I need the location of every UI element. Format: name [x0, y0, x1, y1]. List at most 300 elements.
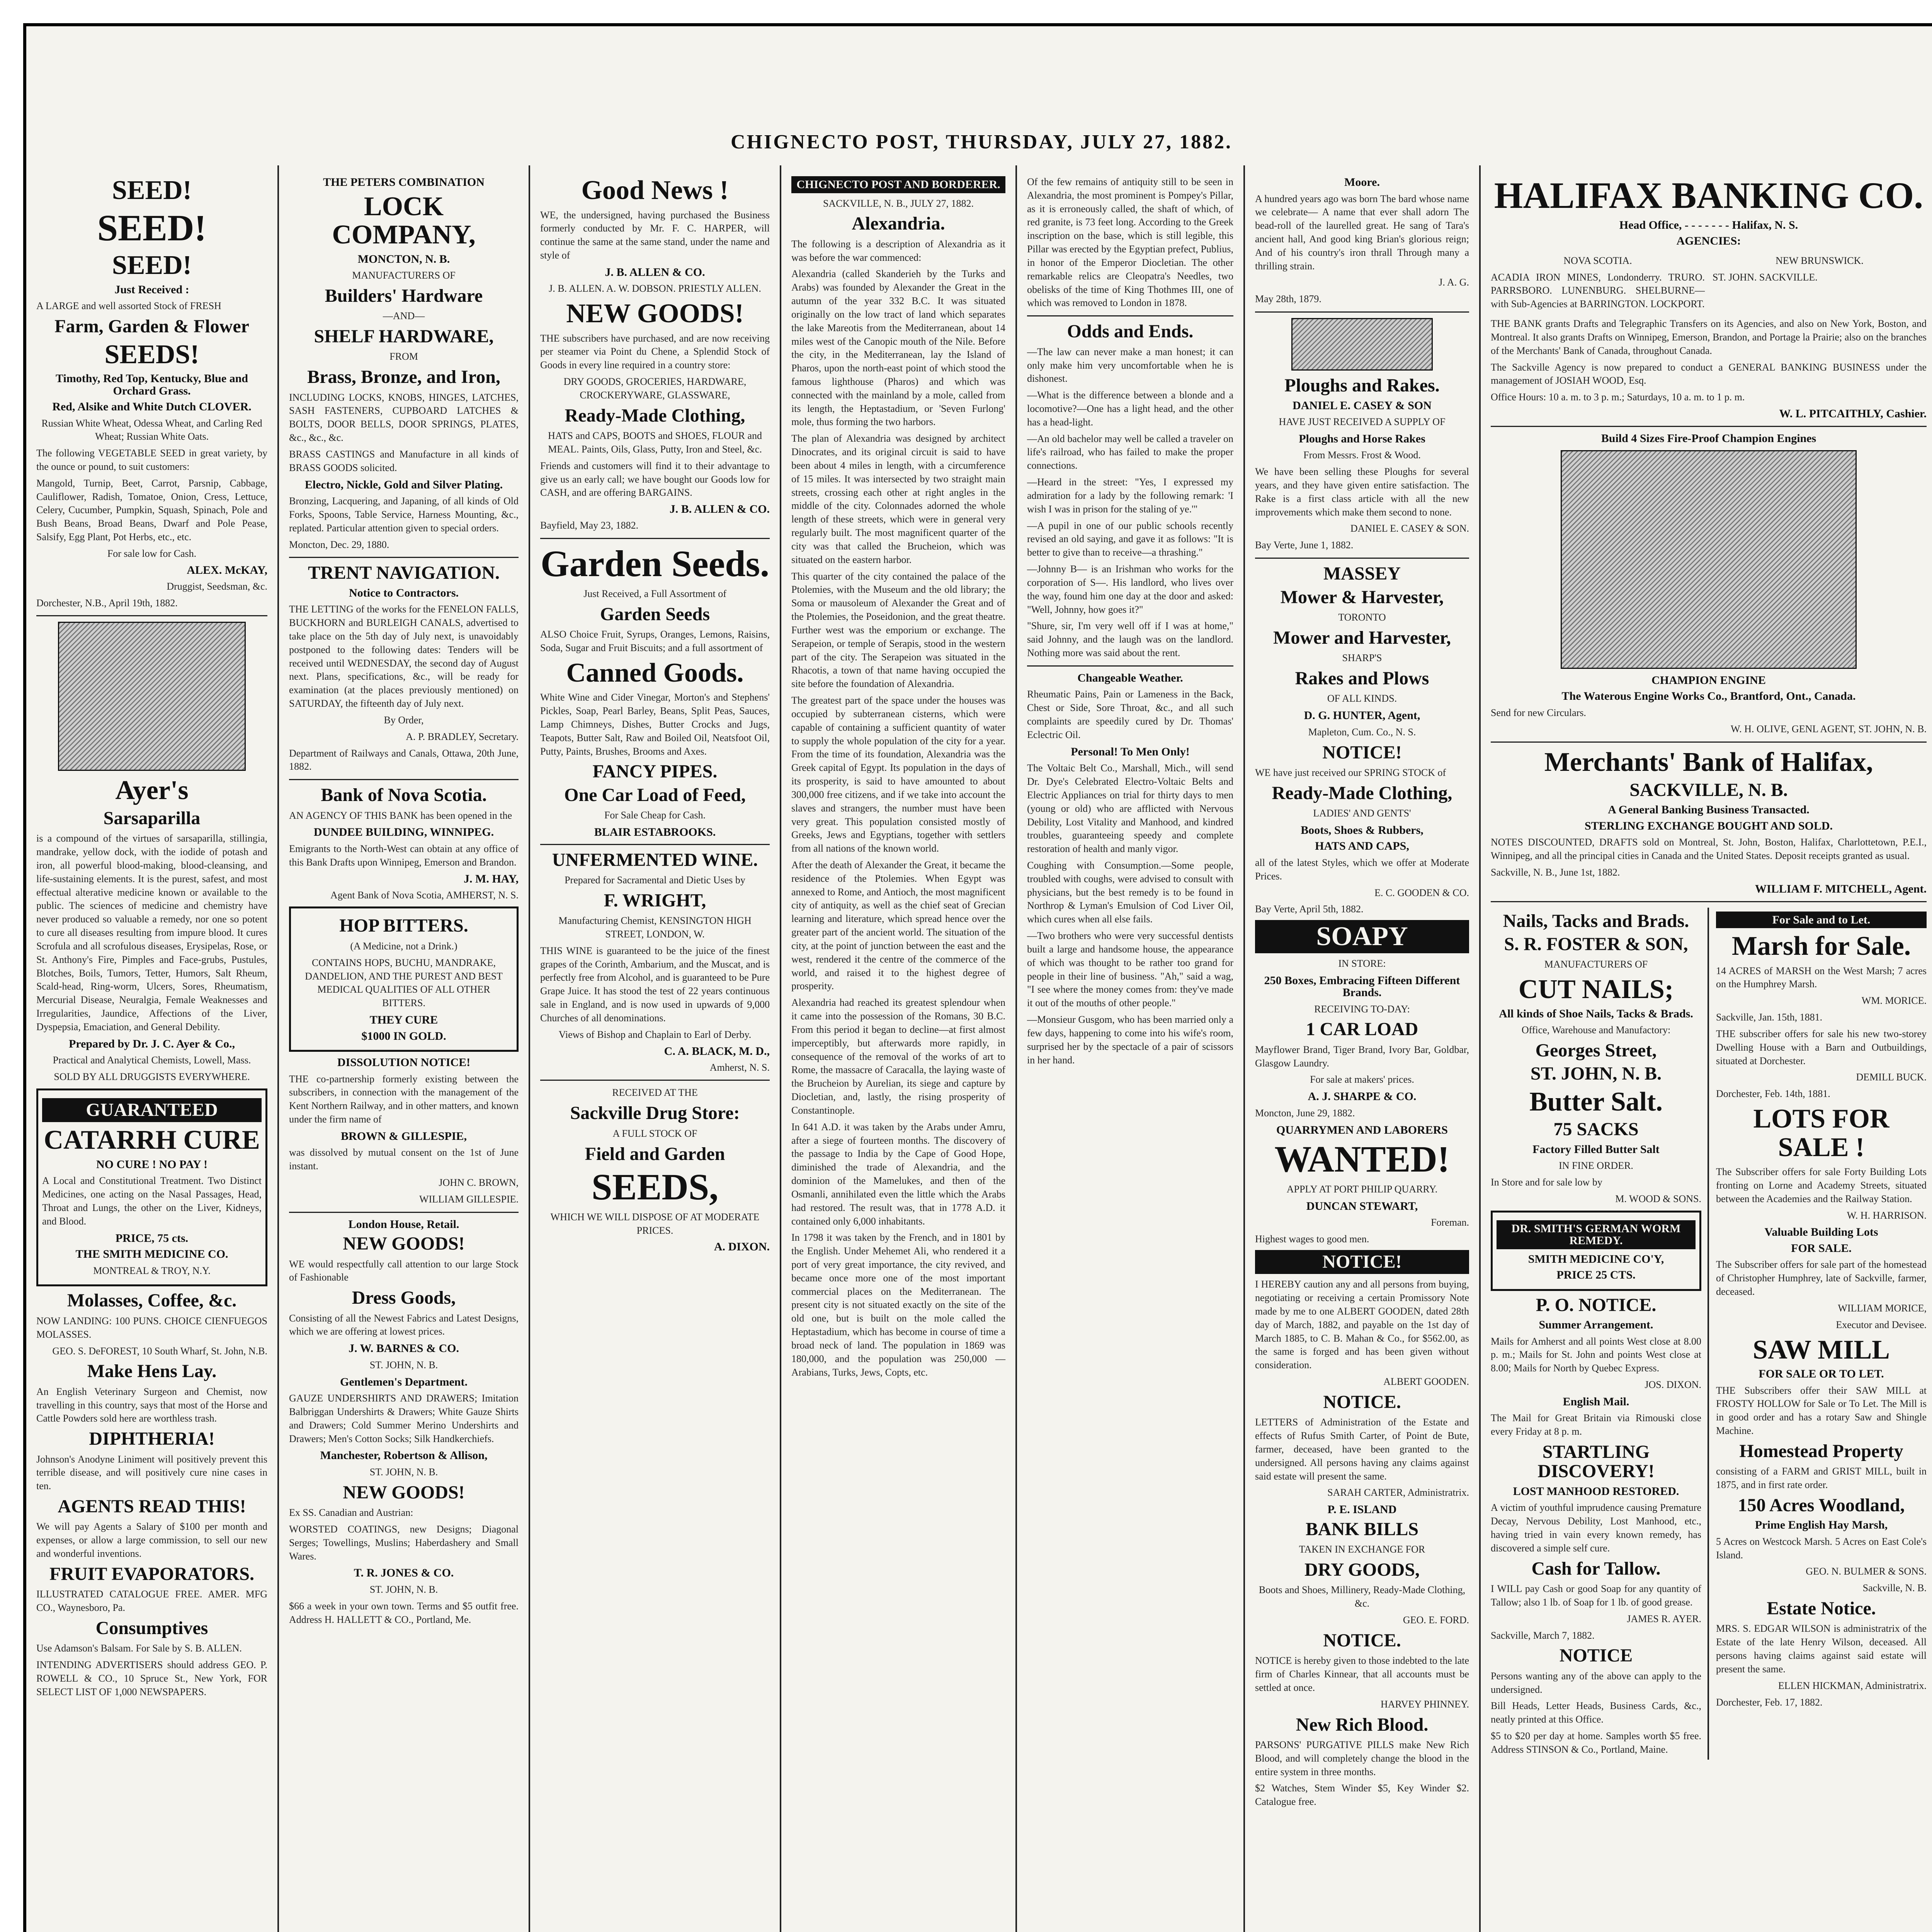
- article-text: Of the few remains of antiquity still to be seen in Alexandria, the most prominent is Pompey's Pillar, as it is erroneously called, the shaft of which, of red granite, is 73 feet long. According to the Greek inscription on the base, which is still legible, this Pillar was erected by the Egyptian prefect, Publius, in honor of the Emperor Diocletian. The other remarkable relics are Cleopatra's Needles, two obelisks of the time of King Thothmes III, one of which was removed to London in 1878.: [1027, 176, 1233, 309]
- divider: [1491, 742, 1927, 743]
- body-text: RECEIVING TO-DAY:: [1314, 1003, 1410, 1015]
- body-text: White Wine and Cider Vinegar, Morton's and Stephens' Pickles, Soap, Pearl Barley, Beans, Split Peas, Sauces, Lamp Chimneys, Dishes, Butter Crocks and Jugs, Teapots, Butter Salt, Raw and Boiled Oil, Neatsfoot Oil, Putty, Paints, Brushes, Brooms and Axes.: [540, 692, 770, 757]
- company-name: J. B. ALLEN & CO.: [605, 265, 705, 279]
- headline: MASSEY: [1323, 563, 1401, 584]
- body-text: Ex SS. Canadian and Austrian:: [289, 1507, 413, 1519]
- headline: Garden Seeds: [600, 604, 710, 624]
- headline: Nails, Tacks and Brads.: [1503, 910, 1689, 931]
- headline: Butter Salt.: [1529, 1087, 1663, 1117]
- headline: CATARRH CURE: [44, 1125, 260, 1155]
- headline: DRY GOODS,: [1304, 1560, 1420, 1580]
- headline: Bank of Nova Scotia.: [321, 785, 487, 806]
- body-text: BRASS CASTINGS and Manufacture in all kinds of BRASS GOODS solicited.: [289, 448, 519, 473]
- body-text: A Local and Constitutional Treatment. Two Distinct Medicines, one acting on the Nasal Passages, Head, Throat and Lungs, the other on the Liver, Kidneys, and Blood.: [42, 1175, 262, 1227]
- divider: [36, 615, 267, 616]
- dateline: Bayfield, May 23, 1882.: [540, 520, 639, 531]
- body-text: Amherst, N. S.: [709, 1061, 770, 1073]
- body-text: Johnson's Anodyne Liniment will positively prevent this terrible disease, and will positively cure nine cases in ten.: [36, 1453, 267, 1492]
- poem-text: A hundred years ago was born The bard whose name we celebrate— A name that ever shall adorn The bead-roll of the laurelled great. He sang of Tara's ancient hall, And good king Brian's glorious reign; And of his country's iron thrall Through many a thrilling strain.: [1255, 193, 1469, 272]
- column-5: [1017, 165, 1243, 1932]
- article-text: Rheumatic Pains, Pain or Lameness in the Back, Chest or Side, Sore Throat, &c., and all such complaints are speedily cured by Dr. Thomas' Eclectric Oil.: [1027, 689, 1233, 740]
- headline: S. R. FOSTER & SON,: [1504, 934, 1688, 954]
- body-text: Bronzing, Lacquering, and Japaning, of all kinds of Old Forks, Spoons, Table Service, Harness Mounting, &c., replated. Particular attention given to special orders.: [289, 495, 519, 534]
- body-text: Highest wages to good men.: [1255, 1233, 1369, 1245]
- article-text: "Shure, sir, I'm very well off if I was at home," said Johnny, and the laugh was on the landlord. Nothing more was said about the rent.: [1027, 620, 1233, 659]
- body-text: WE have just received our SPRING STOCK of: [1255, 767, 1446, 778]
- signature: ELLEN HICKMAN, Administratrix.: [1778, 1680, 1927, 1691]
- body-text: Send for new Circulars.: [1491, 707, 1586, 718]
- body-text: $66 a week in your own town. Terms and $5 outfit free. Address H. HALLETT & CO., Portland, Me.: [289, 1600, 519, 1625]
- divider: [1491, 901, 1927, 902]
- signature: GEO. N. BULMER & SONS.: [1806, 1566, 1927, 1577]
- body-text: THE subscribers have purchased, and are now receiving per steamer via Point du Chene, a Splendid Stock of Goods in every line required in a country store:: [540, 332, 770, 371]
- body-text: NOTICE is hereby given to those indebted to the late firm of Charles Kinnear, that all accounts must be settled at once.: [1255, 1655, 1469, 1693]
- subheading: Head Office, - - - - - - - Halifax, N. S.: [1619, 218, 1798, 231]
- body-text: The Sackville Agency is now prepared to conduct a GENERAL BANKING BUSINESS under the management of JOSIAH WOOD, Esq.: [1491, 361, 1927, 386]
- headline: Farm, Garden & Flower: [54, 316, 249, 337]
- agencies-list: [1491, 251, 1927, 314]
- headline: AGENTS READ THIS!: [58, 1496, 246, 1517]
- body-text: is a compound of the virtues of sarsaparilla, stillingia, mandrake, yellow dock, with the iodide of potash and iron, all powerful blood-making, blood-cleansing, and life-sustaining elements. It is the purest, safest, and most effectual alterative medicine known or available to the public. The sciences of medicine and chemistry have never produced so valuable a remedy, nor one so potent to cure all diseases resulting from impure blood. It cures Scrofula and all scrofulous diseases, Erysipelas, Rose, or St. Anthony's Fire, Pimples and Face-grubs, Pustules, Blotches, Boils, Tumors, Tetter, Humors, Salt Rheum, Scald-head, Ring-worm, Ulcers, Sores, Rheumatism, Mercurial Disease, Neuralgia, Female Weaknesses and Irregularities, Jaundice, Affections of the Liver, Dyspepsia, Emaciation, and General Debility.: [36, 833, 267, 1032]
- headline: GUARANTEED: [42, 1098, 262, 1122]
- signature: WILLIAM MORICE,: [1838, 1302, 1927, 1314]
- company-name: SMITH MEDICINE CO'Y,: [1528, 1252, 1664, 1265]
- body-text: Office Hours: 10 a. m. to 3 p. m.; Saturdays, 10 a. m. to 1 p. m.: [1491, 391, 1745, 403]
- company-name: T. R. JONES & CO.: [354, 1566, 454, 1580]
- body-text: NOTES DISCOUNTED, DRAFTS sold on Montreal, St. John, Boston, Halifax, Charlottetown, P.E.I., Winnipeg, and all the principal cities in Canada and the United States. Deposit receipts granted as usual.: [1491, 837, 1927, 861]
- body-text: THE BANK grants Drafts and Telegraphic Transfers on its Agencies, and also on New York, Boston, and Montreal. It also grants Drafts on Winnipeg, Emerson, Brandon, and Portage la Prairie; also on the branches of the Merchants' Bank of Canada, throughout Canada.: [1491, 318, 1927, 356]
- headline: TRENT NAVIGATION.: [308, 563, 500, 583]
- body-text: Friends and customers will find it to their advantage to give us an early call; we have bought our Goods low for CASH, and are offering BARGAINS.: [540, 460, 770, 498]
- body-text: all of the latest Styles, which we offer at Moderate Prices.: [1255, 857, 1469, 882]
- headline: Garden Seeds.: [540, 543, 770, 585]
- body-text: Boots and Shoes, Millinery, Ready-Made Clothing, &c.: [1259, 1584, 1466, 1609]
- subheading: BROWN & GILLESPIE,: [341, 1129, 467, 1143]
- headline: New Rich Blood.: [1296, 1714, 1429, 1735]
- headline: One Car Load of Feed,: [564, 784, 746, 805]
- catarrh-cure-ad: [36, 1088, 267, 1287]
- column-3: [530, 165, 780, 1932]
- body-text: Agent Bank of Nova Scotia, AMHERST, N. S.: [330, 889, 519, 901]
- body-text: APPLY AT PORT PHILIP QUARRY.: [1286, 1183, 1438, 1195]
- headline: Changeable Weather.: [1077, 671, 1183, 684]
- article-text: —Johnny B— is an Irishman who works for the corporation of S—. His landlord, who lives over the way, found him one day at the door and asked: "Well, Johnny, how goes it?": [1027, 563, 1233, 615]
- headline: Georges Street,: [1535, 1040, 1657, 1061]
- article-text: This quarter of the city contained the palace of the Ptolemies, with the Museum and the old library; the Soma or mausoleum of Alexander the Great and of the Ptolemies, the Poseidonion, and the great theatre. Further west was the emporium or exchange. The Serapeion, or temple of Serapis, stood in the western part of the city. The Serapeion was situated in the Rhacotis, a town of that name having occupied the site before the foundation of Alexandria.: [791, 570, 1005, 690]
- headline: Mower and Harvester,: [1273, 627, 1451, 648]
- headline: Good News !: [581, 175, 729, 205]
- column-1: [26, 165, 277, 1932]
- body-text: Sackville, N. B.: [1862, 1582, 1927, 1594]
- body-text: (A Medicine, not a Drink.): [350, 940, 457, 952]
- body-text: Bill Heads, Letter Heads, Business Cards, &c., neatly printed at this Office.: [1491, 1700, 1701, 1725]
- subheading: SACKVILLE, N. B.: [1629, 779, 1788, 800]
- headline: SEED!: [112, 250, 192, 281]
- body-text: SHARP'S: [1342, 652, 1382, 664]
- headline: NOTICE!: [1255, 1250, 1469, 1274]
- body-text: THE co-partnership formerly existing between the subscribers, in connection with the management of the Kent Northern Railway, and in other matters, and known under the firm name of: [289, 1073, 519, 1125]
- dateline: Sackville, Jan. 15th, 1881.: [1716, 1012, 1823, 1023]
- signature: SARAH CARTER, Administratrix.: [1327, 1487, 1469, 1498]
- subheading: Red, Alsike and White Dutch CLOVER.: [52, 400, 252, 413]
- company-name: J. W. BARNES & CO.: [349, 1342, 459, 1355]
- body-text: LADIES' AND GENTS': [1313, 808, 1411, 819]
- subheading: Valuable Building Lots: [1764, 1226, 1878, 1239]
- body-text: ACADIA IRON MINES, Londonderry. TRURO. PARRSBORO. LUNENBURG. SHELBURNE—with Sub-Agencies at BARRINGTON. LOCKPORT.: [1491, 271, 1705, 310]
- body-text: Mapleton, Cum. Co., N. S.: [1308, 726, 1416, 738]
- subheading: THEY CURE: [369, 1014, 438, 1026]
- masthead: CHIGNECTO POST, THURSDAY, JULY 27, 1882.: [730, 131, 1233, 153]
- headline: Brass, Bronze, and Iron,: [307, 367, 500, 388]
- body-text: In Store and for sale low by: [1491, 1177, 1602, 1188]
- body-text: The Subscriber offers for sale part of the homestead of Christopher Humphrey, late of Sackville, farmer, deceased.: [1716, 1259, 1927, 1298]
- divider: [1255, 558, 1469, 559]
- headline: Cash for Tallow.: [1531, 1558, 1661, 1579]
- divider: [289, 779, 519, 780]
- headline: SOAPY: [1255, 920, 1469, 953]
- signature: JOHN C. BROWN,: [439, 1177, 519, 1188]
- column-7: [1491, 908, 1709, 1760]
- dateline: Moncton, June 29, 1882.: [1255, 1107, 1355, 1119]
- body-text: PARSONS' PURGATIVE PILLS make New Rich Blood, and will completely change the blood in the entire system in three months.: [1255, 1739, 1469, 1777]
- body-text: CONTAINS HOPS, BUCHU, MANDRAKE, DANDELION, AND THE PUREST AND BEST MEDICAL QUALITIES OF ALL OTHER BITTERS.: [305, 957, 503, 1009]
- body-text: 5 Acres on Westcock Marsh. 5 Acres on East Cole's Island.: [1716, 1536, 1927, 1561]
- body-text: LETTERS of Administration of the Estate and effects of Rufus Smith Carter, of Point de Bute, farmer, deceased, have been granted to the undersigned. All persons having any claims against said estate will present the same.: [1255, 1417, 1469, 1482]
- body-text: IN STORE:: [1338, 957, 1386, 969]
- article-text: —An old bachelor may well be called a traveler on life's railroad, who has failed to make the proper connections.: [1027, 433, 1233, 471]
- article-text: Alexandria (called Skanderieh by the Turks and Arabs) was founded by Alexander the Great in the autumn of the year 332 B.C. It was situated originally on the low tract of land which separates the lake Mareotis from the Mediterranean, about 14 miles west of the Canopic mouth of the Nile. Before the city, in the Mediterranean, lay the Island of Pharos, upon the north-east point of which stood the famous lighthouse (Pharos) and which was connected with the mainland by a mole, called from its length, the Heptastadium, or 'Seven Furlong' mole, thus forming the two harbors.: [791, 268, 1005, 428]
- dateline: Sackville, March 7, 1882.: [1491, 1629, 1595, 1641]
- body-text: Mayflower Brand, Tiger Brand, Ivory Bar, Goldbar, Glasgow Laundry.: [1255, 1044, 1469, 1069]
- headline: SEEDS!: [104, 339, 199, 369]
- body-text: We will pay Agents a Salary of $100 per month and expenses, or allow a large commission, to sell our new and wonderful inventions.: [36, 1521, 267, 1560]
- article-text: In 641 A.D. it was taken by the Arabs under Amru, after a siege of fourteen months. The discovery of the passage to India by the Cape of Good Hope, diminished the trade of Alexandria, and the dominion of the Mamelukes, and then of the Osmanli, annihilated even the little which the Arabs had restored. The result was, that in 1778 A.D. it contained only 6,000 inhabitants.: [791, 1121, 1005, 1227]
- headline: Homestead Property: [1739, 1440, 1903, 1461]
- body-text: WORSTED COATINGS, new Designs; Diagonal Serges; Towellings, Muslins; Haberdashery and Small Wares.: [289, 1523, 519, 1562]
- headline: For Sale and to Let.: [1716, 912, 1927, 929]
- subheading: CHAMPION ENGINE: [1651, 673, 1766, 687]
- signature: WILLIAM GILLESPIE.: [419, 1193, 519, 1205]
- body-text: Office, Warehouse and Manufactory:: [1521, 1024, 1671, 1036]
- signature: J. B. ALLEN & CO.: [669, 503, 770, 516]
- body-text: I HEREBY caution any and all persons from buying, negotiating or receiving a certain Promissory Note made by me to one ALBERT GOODEN, dated 28th day of March, 1882, and payable on the 1st day of March 1885, to C. B. Mahan & Co., for $562.00, as the same is forged and has been given without consideration.: [1255, 1279, 1469, 1371]
- subheading: Ploughs and Horse Rakes: [1299, 432, 1425, 445]
- subheading: QUARRYMEN AND LABORERS: [1276, 1123, 1448, 1136]
- body-text: Use Adamson's Balsam. For Sale by S. B. ALLEN.: [36, 1643, 242, 1654]
- article-text: —Two brothers who were very successful dentists built a large and handsome house, the appearance of which was thought to be rather too grand for people in their line of business. "Ah," said a wag, "I see where the money comes from: they've made it out of the mouths of other people.": [1027, 930, 1233, 1009]
- body-text: ILLUSTRATED CATALOGUE FREE. AMER. MFG CO., Waynesboro, Pa.: [36, 1588, 267, 1614]
- divider: [1027, 665, 1233, 667]
- subheading: FOR SALE OR TO LET.: [1759, 1367, 1884, 1381]
- signature: W. H. HARRISON.: [1847, 1209, 1927, 1221]
- body-text: MRS. S. EDGAR WILSON is administratrix of the Estate of the late Henry Wilson, deceased. All persons having claims against said estate will present the same.: [1716, 1623, 1927, 1675]
- signature: D. G. HUNTER, Agent,: [1304, 709, 1420, 722]
- signature: C. A. BLACK, M. D.,: [664, 1044, 770, 1058]
- ayers-sarsaparilla-illustration: [58, 622, 246, 771]
- price: PRICE, 75 cts.: [115, 1231, 189, 1245]
- hop-bitters-ad: [289, 906, 519, 1052]
- signature: DEMILL BUCK.: [1856, 1071, 1927, 1083]
- subheading: DUNDEE BUILDING, WINNIPEG.: [313, 826, 494, 839]
- dateline: Moncton, Dec. 29, 1880.: [289, 539, 389, 550]
- signature: DANIEL E. CASEY & SON.: [1350, 523, 1469, 534]
- subheading: Factory Filled Butter Salt: [1532, 1143, 1660, 1156]
- headline: Sackville Drug Store:: [570, 1103, 740, 1124]
- signature: HARVEY PHINNEY.: [1380, 1698, 1469, 1710]
- body-text: NOW LANDING: 100 PUNS. CHOICE CIENFUEGOS MOLASSES.: [36, 1315, 267, 1340]
- champion-engine-illustration: [1561, 450, 1857, 669]
- body-text: For Sale Cheap for Cash.: [604, 810, 706, 821]
- dateline: May 28th, 1879.: [1255, 293, 1321, 305]
- headline: Ayer's: [115, 776, 189, 806]
- company-name: BLAIR ESTABROOKS.: [594, 826, 716, 839]
- agencies-new-brunswick: [1713, 251, 1927, 314]
- headline: UNFERMENTED WINE.: [552, 849, 758, 870]
- body-text: INCLUDING LOCKS, KNOBS, HINGES, LATCHES, SASH FASTENERS, CUPBOARD LATCHES & BOLTS, DOOR BELLS, DOOR SPRINGS, PLATES, &c., &c., &c.: [289, 391, 519, 444]
- body-text: Practical and Analytical Chemists, Lowell, Mass.: [53, 1054, 251, 1066]
- signature: M. WOOD & SONS.: [1615, 1193, 1701, 1204]
- agencies-nova-scotia: [1491, 251, 1705, 314]
- body-text: 14 ACRES of MARSH on the West Marsh; 7 acres on the Humphrey Marsh.: [1716, 965, 1927, 990]
- signature: GEO. E. FORD.: [1403, 1614, 1469, 1626]
- body-text: IN FINE ORDER.: [1559, 1160, 1633, 1172]
- body-text: The following VEGETABLE SEED in great variety, by the ounce or pound, to suit customers:: [36, 447, 267, 472]
- subheading: THE PETERS COMBINATION: [323, 176, 485, 189]
- headline: NOTICE: [1559, 1645, 1633, 1666]
- headline: Marsh for Sale.: [1731, 931, 1911, 961]
- article-text: The following is a description of Alexandria as it was before the war commenced:: [791, 238, 1005, 263]
- body-text: Foreman.: [1431, 1217, 1469, 1228]
- body-text: By Order,: [384, 714, 424, 726]
- body-text: consisting of a FARM and GRIST MILL, built in 1875, and in first rate order.: [1716, 1466, 1927, 1491]
- signature: W. H. OLIVE, GENL AGENT, ST. JOHN, N. B.: [1731, 723, 1927, 735]
- subheading: Boots, Shoes & Rubbers,: [1301, 823, 1423, 837]
- headline: DR. SMITH'S GERMAN WORM REMEDY.: [1497, 1220, 1696, 1249]
- body-text: NOVA SCOTIA.: [1563, 255, 1632, 266]
- body-text: The Mail for Great Britain via Rimouski close every Friday at 8 p. m.: [1491, 1412, 1701, 1437]
- subheading: Summer Arrangement.: [1539, 1318, 1653, 1332]
- article-text: —The law can never make a man honest; it can only make him very uncomfortable when he is dishonest.: [1027, 346, 1233, 384]
- body-text: ST. JOHN, N. B.: [369, 1359, 438, 1371]
- subheading: Just Received :: [114, 283, 189, 296]
- subheading: Prime English Hay Marsh,: [1755, 1519, 1888, 1532]
- article-text: The plan of Alexandria was designed by architect Dinocrates, and its original circuit is said to have been about 4 miles in length, with a circumference of 15 miles. It was intersected by two straight main streets, crossing each other at right angles in the middle of the city. Colonnades adorned the whole length of these streets, which were in general very regularly built. The most magnificent quarter of the city was that called the Brucheion, which was situated on the eastern harbor.: [791, 433, 1005, 565]
- body-text: MANUFACTURERS OF: [352, 270, 456, 281]
- subheading: A General Banking Business Transacted.: [1608, 803, 1810, 816]
- headline: Personal! To Men Only!: [1071, 745, 1190, 758]
- signature: DUNCAN STEWART,: [1306, 1199, 1418, 1213]
- dateline: Dorchester, Feb. 17, 1882.: [1716, 1696, 1823, 1708]
- headline: NOTICE.: [1323, 1391, 1401, 1412]
- subheading: English Mail.: [1563, 1395, 1629, 1408]
- headline: STARTLING DISCOVERY!: [1537, 1442, 1655, 1482]
- body-text: WHICH WE WILL DISPOSE OF AT MODERATE PRICES.: [550, 1211, 760, 1236]
- headline: Odds and Ends.: [1067, 321, 1194, 342]
- dateline: Sackville, N. B., June 1st, 1882.: [1491, 866, 1620, 878]
- headline: Field and Garden: [585, 1143, 725, 1164]
- divider: [1491, 426, 1927, 427]
- company-name: DANIEL E. CASEY & SON: [1293, 399, 1432, 412]
- article-text: —What is the difference between a blonde and a locomotive?—One has a light head, and the other has a head-light.: [1027, 389, 1233, 428]
- headline: Rakes and Plows: [1295, 668, 1429, 689]
- subheading: Notice to Contractors.: [349, 586, 459, 599]
- body-text: ST. JOHN, N. B.: [369, 1466, 438, 1478]
- divider: [289, 1212, 519, 1213]
- body-text: MANUFACTURERS OF: [1544, 959, 1648, 970]
- body-text: OF ALL KINDS.: [1327, 693, 1397, 704]
- subheading: HATS AND CAPS,: [1315, 840, 1409, 853]
- signature: W. L. PITCAITHLY, Cashier.: [1779, 407, 1927, 420]
- body-text: Persons wanting any of the above can apply to the undersigned.: [1491, 1670, 1701, 1695]
- signature: JAMES R. AYER.: [1627, 1613, 1701, 1624]
- subheading: Build 4 Sizes Fire-Proof Champion Engines: [1601, 432, 1816, 445]
- subheading: AGENCIES:: [1676, 235, 1741, 248]
- body-text: Executor and Devisee.: [1836, 1319, 1927, 1330]
- divider: [1027, 315, 1233, 316]
- newspaper-page: [23, 23, 1932, 1932]
- column-7-top: [1481, 165, 1932, 1932]
- body-text: A victim of youthful imprudence causing Premature Decay, Nervous Debility, Lost Manhood, etc., having tried in vain every known remedy, has discovered a simple self cure.: [1491, 1502, 1701, 1554]
- article-text: The greatest part of the space under the houses was occupied by subterranean cisterns, which were capable of containing a sufficient quantity of water to supply the whole population of the city for a year. From the time of its foundation, Alexandria was the Greek capital of Egypt. Its population in the days of its prosperity, is said to have amounted to about 300,000 free citizens, and if we take into account the slaves and strangers, the number must have been very great. This population consisted mostly of Greeks, Jews and Egyptians, together with settlers from all nations of the known world.: [791, 695, 1005, 854]
- headline: SEEDS,: [591, 1166, 719, 1208]
- body-text: WE would respectfully call attention to our large Stock of Fashionable: [289, 1258, 519, 1283]
- subheading: FOR SALE.: [1791, 1242, 1852, 1255]
- subheading: 75 SACKS: [1553, 1119, 1639, 1140]
- body-text: Mangold, Turnip, Beet, Carrot, Parsnip, Cabbage, Cauliflower, Radish, Tomatoe, Onion, Cress, Lettuce, Celery, Cucumber, Pumpkin, Squash, Spinach, Pole and Bush Beans, Broad Beans, Dwarf and Pole Pease, Salsify, Egg Plant, Pot Herbs, etc., etc.: [36, 477, 267, 543]
- body-text: A FULL STOCK OF: [612, 1128, 697, 1139]
- body-text: was dissolved by mutual consent on the 1st of June instant.: [289, 1147, 519, 1172]
- body-text: Mails for Amherst and all points West close at 8.00 p. m.; Mails for St. John and points West close at 8.00; Mails for North by Quebec Express.: [1491, 1335, 1701, 1374]
- headline: NEW GOODS!: [566, 299, 744, 329]
- body-text: Druggist, Seedsman, &c.: [167, 580, 267, 592]
- headline: NOTICE.: [1323, 1630, 1401, 1651]
- dateline: Dorchester, N.B., April 19th, 1882.: [36, 597, 178, 609]
- headline: LOCK COMPANY,: [332, 191, 476, 250]
- headline: Canned Goods.: [566, 658, 744, 688]
- headline: London House, Retail.: [348, 1218, 459, 1231]
- body-text: For sale at makers' prices.: [1310, 1074, 1414, 1085]
- plough-illustration: [1291, 318, 1433, 371]
- headline: CUT NAILS;: [1518, 975, 1674, 1005]
- headline: NEW GOODS!: [343, 1482, 465, 1503]
- divider: [540, 538, 770, 539]
- worm-remedy-ad: [1491, 1211, 1701, 1291]
- subheading: LOST MANHOOD RESTORED.: [1513, 1485, 1679, 1498]
- signature: ALBERT GOODEN.: [1383, 1376, 1469, 1388]
- article-text: The Voltaic Belt Co., Marshall, Mich., will send Dr. Dye's Celebrated Electro-Voltaic Belts and Electric Appliances on trial for thirty days to men (young or old) who are afflicted with Nervous Debility, Lost Vitality and Manhood, and kindred troubles, guaranteeing speedy and complete restoration of health and manly vigor.: [1027, 762, 1233, 855]
- headline: BANK BILLS: [1305, 1519, 1419, 1539]
- column-2: [279, 165, 529, 1932]
- dateline: Bay Verte, June 1, 1882.: [1255, 539, 1354, 551]
- masthead-inner: CHIGNECTO POST AND BORDERER.: [791, 176, 1005, 193]
- body-text: ST. JOHN. SACKVILLE.: [1713, 271, 1818, 283]
- body-text: —AND—: [383, 310, 425, 322]
- body-text: From Messrs. Frost & Wood.: [1303, 449, 1421, 461]
- divider: [540, 844, 770, 845]
- headline: P. O. NOTICE.: [1536, 1294, 1656, 1315]
- headline: WANTED!: [1274, 1138, 1450, 1180]
- subheading: MONCTON, N. B.: [357, 252, 450, 265]
- signature: ALEX. McKAY,: [187, 563, 267, 577]
- body-text: ST. JOHN, N. B.: [369, 1583, 438, 1595]
- headline: ST. JOHN, N. B.: [1530, 1063, 1662, 1084]
- article-text: —A pupil in one of our public schools recently revised an old saying, and gave it as follows: "It is better to give than to receive—a thrashing.": [1027, 520, 1233, 558]
- price: PRICE 25 CTS.: [1556, 1269, 1636, 1282]
- headline: DISSOLUTION NOTICE!: [337, 1056, 471, 1069]
- body-text: FROM: [389, 351, 418, 362]
- body-text: J. B. ALLEN. A. W. DOBSON. PRIESTLY ALLEN.: [549, 283, 761, 294]
- headline: Builders' Hardware: [325, 285, 483, 306]
- signature: J. M. HAY,: [464, 872, 519, 885]
- subheading: 250 Boxes, Embracing Fifteen Different Brands.: [1264, 974, 1460, 999]
- divider: [289, 557, 519, 558]
- body-text: I WILL pay Cash or good Soap for any quantity of Tallow; also 1 lb. of Soap for 1 lb. of good grease.: [1491, 1583, 1701, 1608]
- body-text: We have been selling these Ploughs for several years, and they have given entire satisfaction. The Rake is a first class article with all the new improvements which make them second to none.: [1255, 466, 1469, 518]
- company-name: A. J. SHARPE & CO.: [1308, 1090, 1417, 1103]
- signature: A. P. BRADLEY, Secretary.: [406, 731, 519, 742]
- subheading: NO CURE ! NO PAY !: [96, 1158, 208, 1171]
- signature: JOS. DIXON.: [1645, 1379, 1701, 1391]
- body-text: RECEIVED AT THE: [612, 1087, 698, 1099]
- subheading: STERLING EXCHANGE BOUGHT AND SOLD.: [1584, 819, 1833, 832]
- company-name: THE SMITH MEDICINE CO.: [75, 1248, 228, 1261]
- body-text: SOLD BY ALL DRUGGISTS EVERYWHERE.: [54, 1071, 250, 1083]
- column-8: [1716, 908, 1927, 1760]
- subheading: All kinds of Shoe Nails, Tacks & Brads.: [1499, 1007, 1693, 1020]
- body-text: THE LETTING of the works for the FENELON FALLS, BUCKHORN and BURLEIGH CANALS, advertised to take place on the 5th day of July next, is unavoidably postponed to the following dates: Tenders will be received until WEDNESDAY, the second day of August next. Plans, specifications, &c., will be ready for examination (at the places previously mentioned) on SATURDAY, the fifteenth day of July next.: [289, 604, 519, 709]
- column-6: [1245, 165, 1479, 1932]
- headline: Ready-Made Clothing,: [1272, 782, 1452, 803]
- headline: Make Hens Lay.: [87, 1361, 217, 1382]
- headline: Alexandria.: [852, 213, 945, 234]
- headline: SHELF HARDWARE,: [314, 326, 494, 347]
- headline: Ready-Made Clothing,: [565, 405, 745, 426]
- headline: SEED!: [97, 207, 207, 248]
- body-text: ALSO Choice Fruit, Syrups, Oranges, Lemons, Raisins, Soda, Sugar and Fruit Biscuits; and a full assortment of: [540, 629, 770, 653]
- headline: HALIFAX BANKING CO.: [1494, 175, 1923, 216]
- body-text: Prepared for Sacramental and Dietic Uses by: [565, 874, 745, 886]
- headline: Molasses, Coffee, &c.: [67, 1290, 237, 1311]
- headline: Ploughs and Rakes.: [1284, 375, 1440, 396]
- body-text: Russian White Wheat, Odessa Wheat, and Carling Red Wheat; Russian White Oats.: [41, 417, 262, 442]
- headline: NOTICE!: [1322, 742, 1402, 763]
- signature: GEO. S. DeFOREST, 10 South Wharf, St. John, N.B.: [52, 1345, 267, 1357]
- headline: 1 CAR LOAD: [1306, 1019, 1418, 1040]
- headline: DIPHTHERIA!: [89, 1429, 215, 1449]
- body-text: Department of Railways and Canals, Ottawa, 20th June, 1882.: [289, 747, 519, 772]
- headline: Dress Goods,: [352, 1287, 456, 1308]
- body-text: NEW BRUNSWICK.: [1776, 255, 1864, 266]
- body-text: An English Veterinary Surgeon and Chemist, now travelling in this country, says that most of the Horse and Cattle Powders sold here are worthless trash.: [36, 1386, 267, 1424]
- headline: 150 Acres Woodland,: [1738, 1495, 1905, 1515]
- lower-right-columns: [1491, 908, 1927, 1760]
- body-text: Manufacturing Chemist, KENSINGTON HIGH STREET, LONDON, W.: [558, 915, 752, 940]
- dateline: SACKVILLE, N. B., JULY 27, 1882.: [823, 197, 974, 209]
- headline: Consumptives: [95, 1618, 208, 1638]
- headline: HOP BITTERS.: [339, 915, 468, 936]
- body-text: INTENDING ADVERTISERS should address GEO. P. ROWELL & CO., 10 Spruce St., New York, FOR SELECT LIST OF 1,000 NEWSPAPERS.: [36, 1659, 267, 1697]
- subheading: Electro, Nickle, Gold and Silver Plating.: [304, 478, 503, 491]
- body-text: HATS and CAPS, BOOTS and SHOES, FLOUR and MEAL. Paints, Oils, Glass, Putty, Iron and Steel, &c.: [548, 430, 762, 455]
- body-text: Just Received, a Full Assortment of: [583, 588, 726, 599]
- headline: LOTS FOR SALE !: [1753, 1104, 1889, 1162]
- article-text: —Heard in the street: "Yes, I expressed my admiration for a lady by the following remark: 'I wish I was in prison for the staling of ye.'": [1027, 476, 1233, 515]
- subheading: $1000 IN GOLD.: [361, 1029, 446, 1043]
- subheading: P. E. ISLAND: [1327, 1503, 1397, 1516]
- signature: E. C. GOODEN & CO.: [1374, 887, 1469, 898]
- headline: NEW GOODS!: [343, 1233, 465, 1254]
- body-text: TORONTO: [1338, 611, 1386, 623]
